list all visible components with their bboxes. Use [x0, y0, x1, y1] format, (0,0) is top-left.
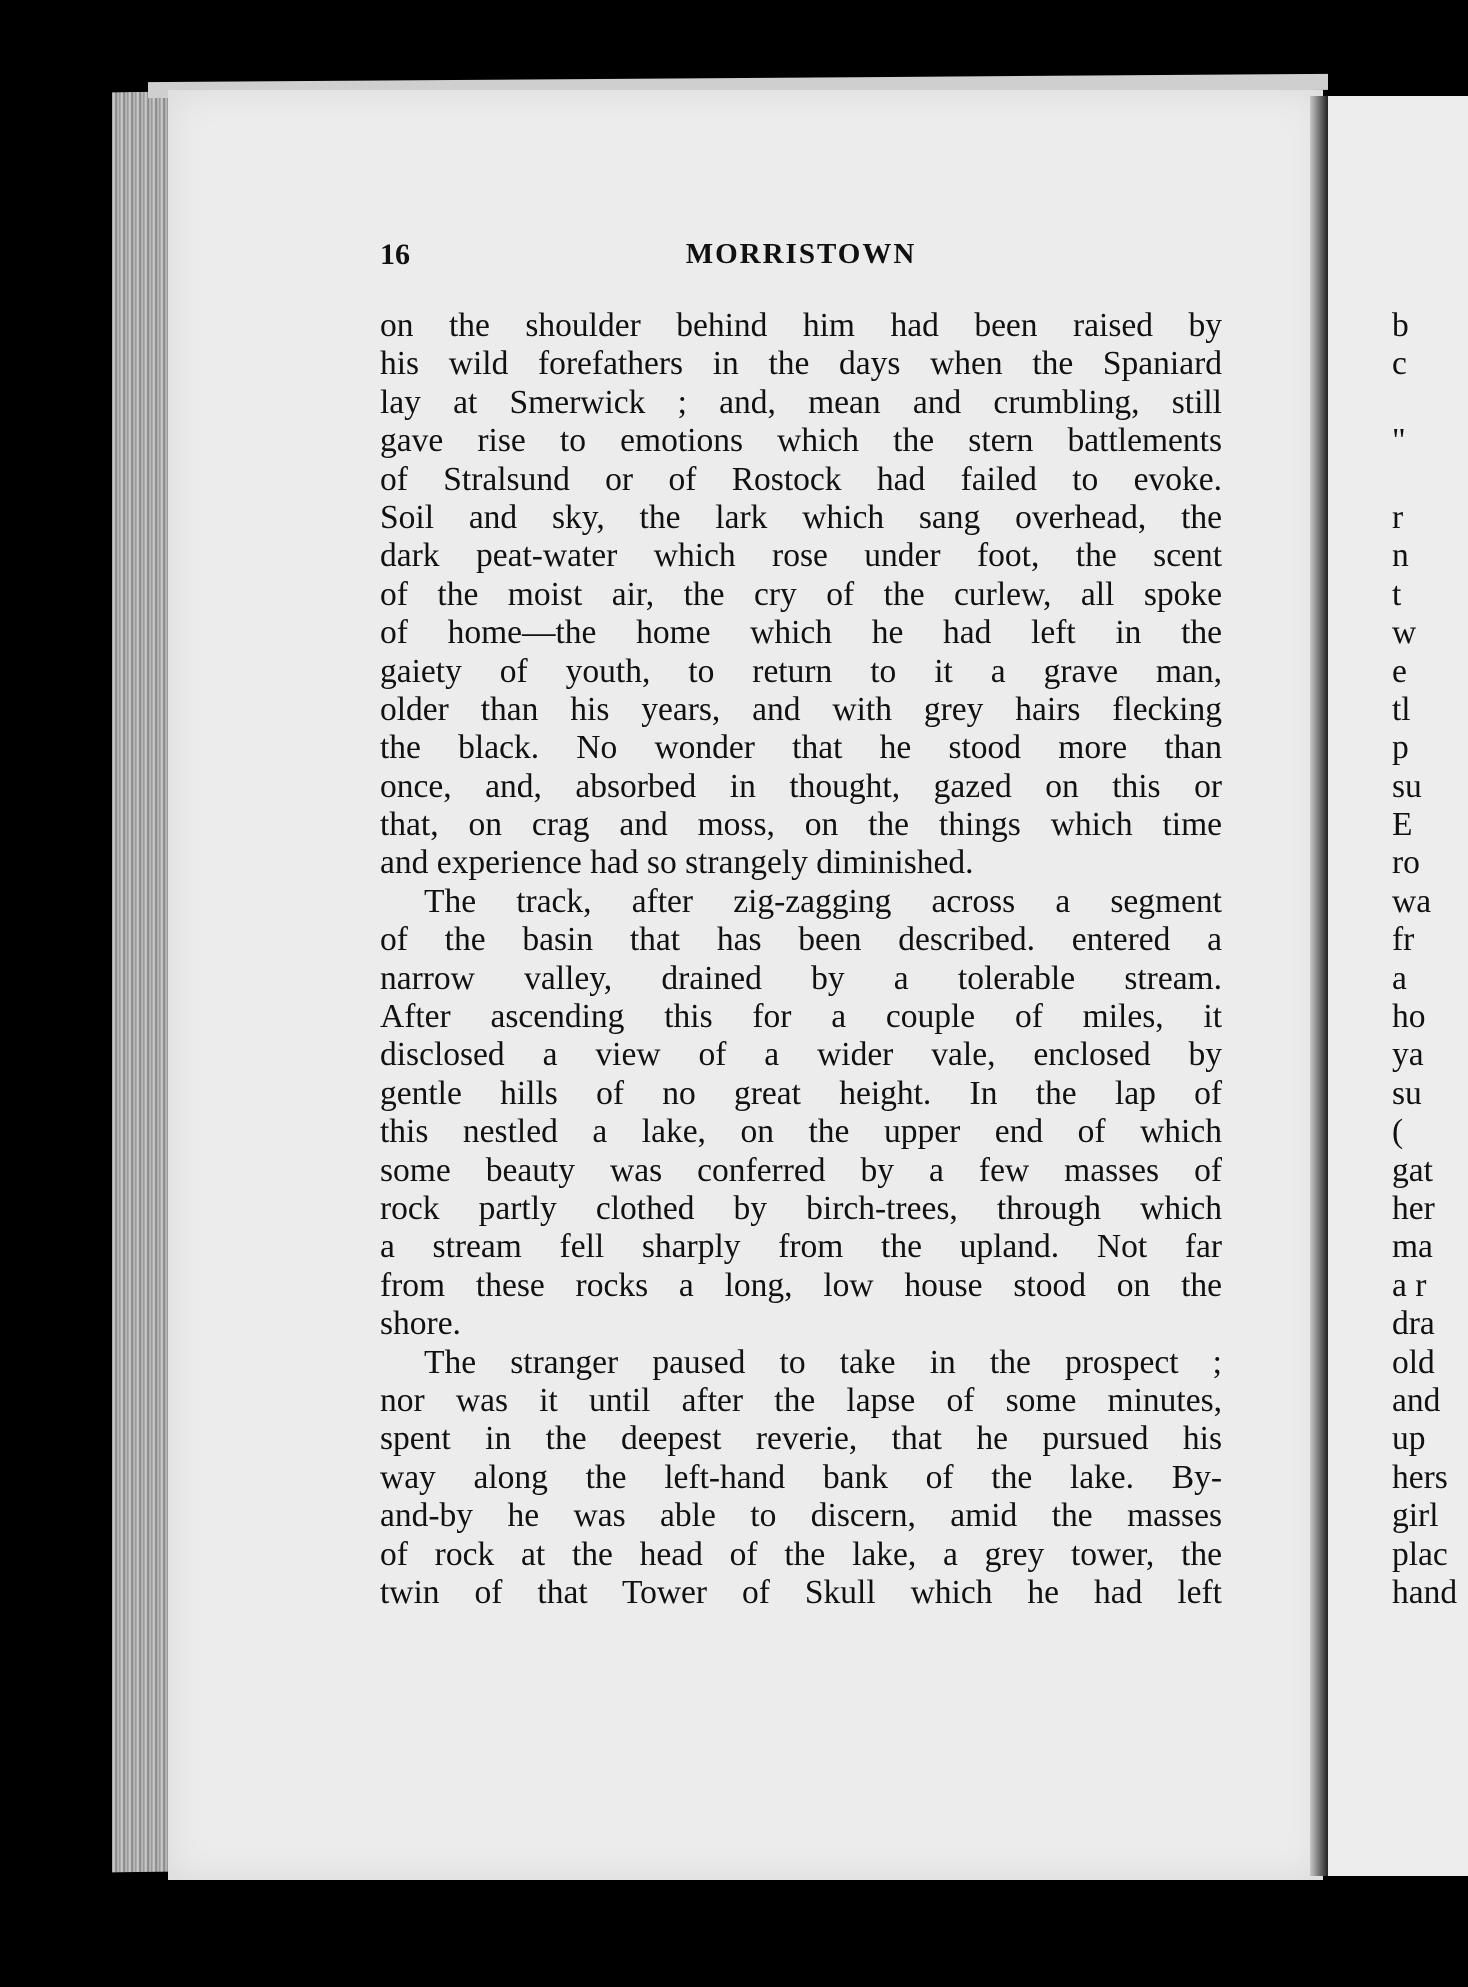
- text-line: that, on crag and moss, on the things which time: [380, 806, 1222, 844]
- facing-line: up: [1392, 1420, 1426, 1458]
- facing-line: hand: [1392, 1573, 1458, 1611]
- running-head: MORRISTOWN: [685, 238, 917, 270]
- text-line: older than his years, and with grey hairs flecking: [380, 690, 1222, 728]
- facing-line: [1392, 384, 1452, 422]
- text-line: gaiety of youth, to return to it a grave man,: [380, 652, 1222, 690]
- text-line: his wild forefathers in the days when the Spaniard: [380, 345, 1222, 383]
- facing-line: plac: [1392, 1535, 1448, 1573]
- facing-line: ": [1392, 422, 1406, 460]
- facing-line: ro: [1392, 844, 1420, 882]
- text-line: shore.: [380, 1305, 461, 1343]
- text-line: Soil and sky, the lark which sang overhead, the: [380, 498, 1222, 536]
- body-text: [380, 307, 1222, 1612]
- text-line: the black. No wonder that he stood more than: [380, 729, 1222, 767]
- text-line: nor was it until after the lapse of some minutes,: [380, 1381, 1222, 1419]
- facing-line: ya: [1392, 1036, 1424, 1074]
- facing-line: r: [1392, 498, 1404, 536]
- facing-line: and: [1392, 1381, 1441, 1419]
- book-gutter: [1310, 96, 1330, 1876]
- facing-line: n: [1392, 537, 1409, 575]
- facing-line: ma: [1392, 1228, 1433, 1266]
- text-line: of home—the home which he had left in the: [380, 614, 1222, 652]
- text-line: After ascending this for a couple of miles, it: [380, 998, 1222, 1036]
- text-line: way along the left-hand bank of the lake. By-: [380, 1458, 1222, 1496]
- facing-line: tl: [1392, 690, 1411, 728]
- facing-line: w: [1392, 614, 1417, 652]
- facing-line: c: [1392, 345, 1407, 383]
- facing-line: old: [1392, 1343, 1435, 1381]
- facing-line: dra: [1392, 1305, 1435, 1343]
- facing-line: wa: [1392, 882, 1432, 920]
- text-line: from these rocks a long, low house stood on the: [380, 1266, 1222, 1304]
- facing-line: t: [1392, 575, 1402, 613]
- text-line: The track, after zig-zagging across a segment: [424, 882, 1222, 920]
- text-line: of the moist air, the cry of the curlew, all spoke: [380, 575, 1222, 613]
- text-line: and-by he was able to discern, amid the masses: [380, 1497, 1222, 1535]
- facing-line: girl: [1392, 1497, 1439, 1535]
- facing-line: E: [1392, 806, 1413, 844]
- text-line: spent in the deepest reverie, that he pursued his: [380, 1420, 1222, 1458]
- page-edges: [112, 92, 172, 1873]
- text-line: gentle hills of no great height. In the lap of: [380, 1074, 1222, 1112]
- text-line: of rock at the head of the lake, a grey tower, the: [380, 1535, 1222, 1573]
- facing-line: a r: [1392, 1266, 1427, 1304]
- text-line: gave rise to emotions which the stern battlements: [380, 422, 1222, 460]
- text-line: rock partly clothed by birch-trees, through which: [380, 1189, 1222, 1227]
- text-line: narrow valley, drained by a tolerable stream.: [380, 959, 1222, 997]
- page-number: 16: [380, 238, 410, 271]
- text-line: lay at Smerwick ; and, mean and crumbling, still: [380, 383, 1222, 421]
- page-header: [380, 238, 1222, 278]
- text-line: a stream fell sharply from the upland. Not far: [380, 1228, 1222, 1266]
- text-line: this nestled a lake, on the upper end of which: [380, 1113, 1222, 1151]
- text-line: dark peat-water which rose under foot, the scent: [380, 537, 1222, 575]
- facing-line: gat: [1392, 1151, 1433, 1189]
- facing-line: e: [1392, 652, 1407, 690]
- text-line: of the basin that has been described. entered a: [380, 921, 1222, 959]
- text-line: and experience had so strangely diminished.: [380, 844, 974, 882]
- facing-line: su: [1392, 767, 1422, 805]
- facing-line: a: [1392, 959, 1407, 997]
- text-line: once, and, absorbed in thought, gazed on this or: [380, 767, 1222, 805]
- text-line: disclosed a view of a wider vale, enclosed by: [380, 1036, 1222, 1074]
- facing-line: p: [1392, 729, 1409, 767]
- text-line: some beauty was conferred by a few masses of: [380, 1151, 1222, 1189]
- facing-line: hers: [1392, 1458, 1448, 1496]
- text-line: twin of that Tower of Skull which he had left: [380, 1573, 1222, 1611]
- facing-line: (: [1392, 1113, 1404, 1151]
- facing-line: fr: [1392, 921, 1415, 959]
- text-line: of Stralsund or of Rostock had failed to evoke.: [380, 460, 1222, 498]
- facing-line: her: [1392, 1189, 1435, 1227]
- text-line: The stranger paused to take in the prospect ;: [424, 1343, 1222, 1381]
- facing-line: ho: [1392, 998, 1426, 1036]
- facing-line: b: [1392, 307, 1409, 344]
- facing-line: [1392, 461, 1452, 499]
- facing-line: su: [1392, 1074, 1422, 1112]
- facing-page-text: [1392, 307, 1458, 1612]
- text-line: on the shoulder behind him had been raised by: [380, 307, 1222, 344]
